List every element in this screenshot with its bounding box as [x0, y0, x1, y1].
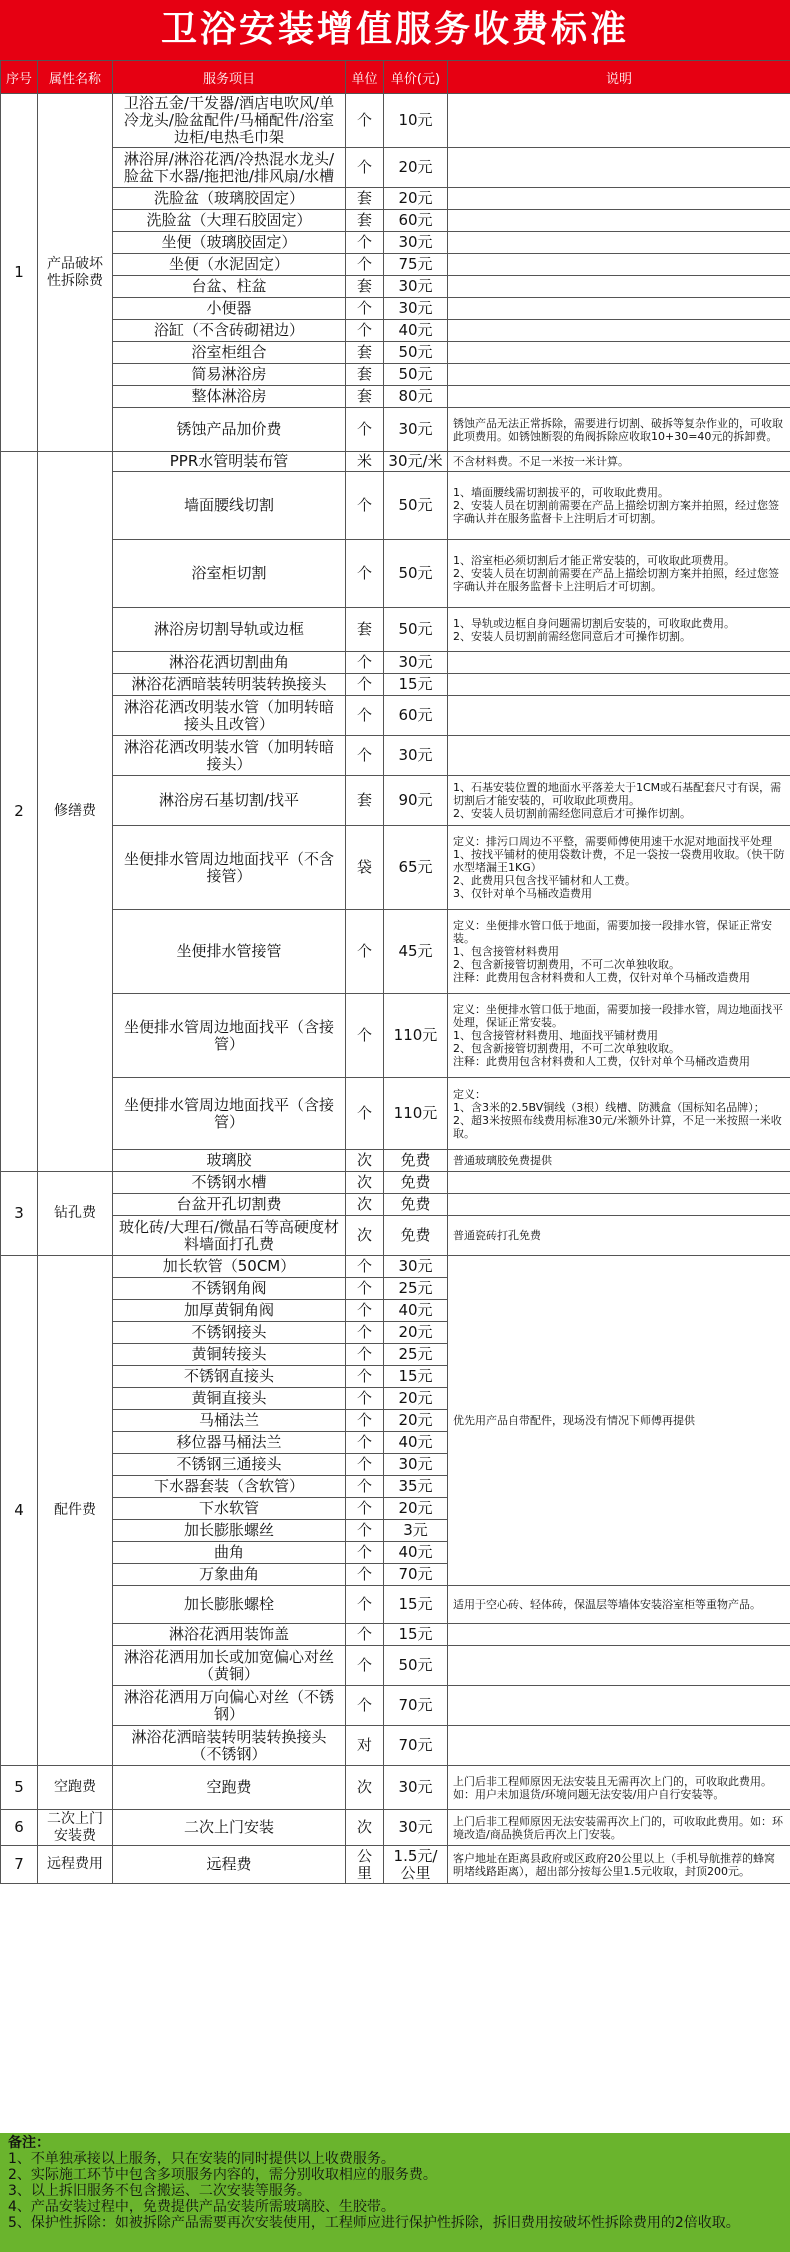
service-price: 60元 [384, 210, 448, 232]
service-unit: 个 [346, 674, 384, 696]
service-price: 免费 [384, 1194, 448, 1216]
service-unit: 个 [346, 696, 384, 736]
service-note [448, 276, 790, 298]
row-category: 空跑费 [38, 1766, 113, 1810]
service-item: 玻璃胶 [113, 1150, 346, 1172]
service-note: 不含材料费。不足一米按一米计算。 [448, 452, 790, 472]
service-unit: 次 [346, 1172, 384, 1194]
service-item: 卫浴五金/干发器/酒店电吹风/单冷龙头/脸盆配件/马桶配件/浴室边柜/电热毛巾架 [113, 94, 346, 148]
service-item: 台盆开孔切割费 [113, 1194, 346, 1216]
service-price: 35元 [384, 1476, 448, 1498]
table-row [1, 826, 790, 910]
service-price: 50元 [384, 342, 448, 364]
service-unit: 个 [346, 320, 384, 342]
service-note: 上门后非工程师原因无法安装且无需再次上门的，可收取此费用。如：用户未加退货/环境问题无法安装/用户自行安装等。 [448, 1766, 790, 1810]
table-body [1, 94, 790, 1884]
service-unit: 公里 [346, 1846, 384, 1884]
service-unit: 套 [346, 776, 384, 826]
service-price: 90元 [384, 776, 448, 826]
service-price: 30元/米 [384, 452, 448, 472]
service-price: 20元 [384, 148, 448, 188]
service-unit: 个 [346, 910, 384, 994]
service-price: 20元 [384, 1322, 448, 1344]
table-row [1, 94, 790, 148]
service-unit: 个 [346, 1564, 384, 1586]
table-row [1, 232, 790, 254]
service-item: 不锈钢水槽 [113, 1172, 346, 1194]
table-row [1, 276, 790, 298]
note-line: 4、产品安装过程中，免费提供产品安装所需玻璃胶、生胶带。 [8, 2199, 395, 2215]
service-price: 80元 [384, 386, 448, 408]
service-price: 1.5元/公里 [384, 1846, 448, 1884]
service-item: 整体淋浴房 [113, 386, 346, 408]
notes-title: 备注： [8, 2135, 50, 2151]
header-unit: 单位 [346, 61, 384, 94]
service-unit: 个 [346, 1388, 384, 1410]
table-row [1, 210, 790, 232]
table-row [1, 342, 790, 364]
service-unit: 次 [346, 1194, 384, 1216]
table-row [1, 1810, 790, 1846]
service-note: 1、浴室柜必须切割后才能正常安装的，可收取此项费用。 2、安装人员在切割前需要在产品上描绘切割方案并拍照，经过您签字确认并在服务监督卡上注明后才可切割。 [448, 540, 790, 608]
service-note: 优先用产品自带配件，现场没有情况下师傅再提供 [448, 1256, 790, 1586]
service-unit: 个 [346, 994, 384, 1078]
service-price: 25元 [384, 1278, 448, 1300]
service-item: 黄铜直接头 [113, 1388, 346, 1410]
service-price: 75元 [384, 254, 448, 276]
service-price: 70元 [384, 1686, 448, 1726]
service-unit: 个 [346, 1454, 384, 1476]
service-unit: 套 [346, 608, 384, 652]
service-unit: 套 [346, 364, 384, 386]
service-price: 50元 [384, 364, 448, 386]
service-unit: 个 [346, 1498, 384, 1520]
table-row [1, 1216, 790, 1256]
service-item: 黄铜转接头 [113, 1344, 346, 1366]
service-price: 65元 [384, 826, 448, 910]
service-price: 25元 [384, 1344, 448, 1366]
service-price: 3元 [384, 1520, 448, 1542]
service-item: 淋浴花洒用加长或加宽偏心对丝（黄铜） [113, 1646, 346, 1686]
service-item: 曲角 [113, 1542, 346, 1564]
row-seq: 4 [1, 1256, 38, 1766]
table-row [1, 910, 790, 994]
service-price: 70元 [384, 1564, 448, 1586]
service-note: 1、石基安装位置的地面水平落差大于1CM或石基配套尺寸有误，需切割后才能安装的，可收取此项费用。 2、安装人员切割前需经您同意后才可操作切割。 [448, 776, 790, 826]
service-note: 定义： 1、含3米的2.5BV铜线（3根）线槽、防溅盒（国标知名品牌）； 2、超3米按照布线费用标准30元/米额外计算，不足一米按照一米收取。 [448, 1078, 790, 1150]
service-note [448, 674, 790, 696]
service-note: 定义：排污口周边不平整，需要师傅使用速干水泥对地面找平处理 1、按找平铺材的使用袋数计费，不足一袋按一袋费用收取。（快干防水型堵漏王1KG） 2、此费用只包含找平铺材和人工费。 3、仅针对单个马桶改造费用 [448, 826, 790, 910]
table-row [1, 254, 790, 276]
service-price: 30元 [384, 298, 448, 320]
service-unit: 个 [346, 148, 384, 188]
service-price: 10元 [384, 94, 448, 148]
notes-footer [0, 2133, 790, 2252]
table-row [1, 386, 790, 408]
table-row [1, 652, 790, 674]
table-row [1, 364, 790, 386]
service-note: 适用于空心砖、轻体砖，保温层等墙体安装浴室柜等重物产品。 [448, 1586, 790, 1624]
service-note [448, 364, 790, 386]
table-row [1, 148, 790, 188]
service-unit: 套 [346, 210, 384, 232]
service-item: 加长膨胀螺栓 [113, 1586, 346, 1624]
service-unit: 个 [346, 1256, 384, 1278]
header-seq: 序号 [1, 61, 38, 94]
table-row [1, 608, 790, 652]
table-row [1, 1172, 790, 1194]
service-unit: 个 [346, 232, 384, 254]
service-unit: 个 [346, 736, 384, 776]
service-price: 40元 [384, 1542, 448, 1564]
service-price: 30元 [384, 736, 448, 776]
service-item: 玻化砖/大理石/微晶石等高硬度材料墙面打孔费 [113, 1216, 346, 1256]
header-note: 说明 [448, 61, 790, 94]
service-unit: 个 [346, 254, 384, 276]
service-item: 洗脸盆（大理石胶固定） [113, 210, 346, 232]
row-category: 钻孔费 [38, 1172, 113, 1256]
service-unit: 套 [346, 276, 384, 298]
service-item: PPR水管明装布管 [113, 452, 346, 472]
service-note [448, 736, 790, 776]
service-price: 30元 [384, 276, 448, 298]
service-price: 15元 [384, 1624, 448, 1646]
service-note: 定义：坐便排水管口低于地面，需要加接一段排水管，周边地面找平处理，保证正常安装。 1、包含接管材料费用、地面找平铺材费用 2、包含新接管切割费用，不可二次单独收取。 注释：此费用包含材料费和人工费，仅针对单个马桶改造费用 [448, 994, 790, 1078]
note-line: 3、以上拆旧服务不包含搬运、二次安装等服务。 [8, 2183, 311, 2199]
service-price: 50元 [384, 1646, 448, 1686]
service-note [448, 1646, 790, 1686]
service-price: 免费 [384, 1172, 448, 1194]
service-note [448, 342, 790, 364]
table-row [1, 298, 790, 320]
note-line: 1、不单独承接以上服务，只在安装的同时提供以上收费服务。 [8, 2151, 395, 2167]
table-row [1, 674, 790, 696]
row-category: 产品破坏性拆除费 [38, 94, 113, 452]
service-price: 40元 [384, 320, 448, 342]
service-unit: 个 [346, 408, 384, 452]
service-price: 30元 [384, 1766, 448, 1810]
service-item: 墙面腰线切割 [113, 472, 346, 540]
service-item: 马桶法兰 [113, 1410, 346, 1432]
service-item: 坐便排水管接管 [113, 910, 346, 994]
table-row [1, 1194, 790, 1216]
service-note: 普通玻璃胶免费提供 [448, 1150, 790, 1172]
row-category: 配件费 [38, 1256, 113, 1766]
table-row [1, 1766, 790, 1810]
service-note: 定义：坐便排水管口低于地面，需要加接一段排水管，保证正常安装。 1、包含接管材料费用 2、包含新接管切割费用，不可二次单独收取。 注释：此费用包含材料费和人工费，仅针对单个马桶改造费用 [448, 910, 790, 994]
table-row [1, 1078, 790, 1150]
service-unit: 个 [346, 1646, 384, 1686]
service-price: 30元 [384, 652, 448, 674]
service-item: 浴缸（不含砖砌裙边） [113, 320, 346, 342]
row-seq: 2 [1, 452, 38, 1172]
note-line: 5、保护性拆除：如被拆除产品需要再次安装使用，工程师应进行保护性拆除，拆旧费用按破坏性拆除费用的2倍收取。 [8, 2215, 740, 2231]
row-seq: 3 [1, 1172, 38, 1256]
service-item: 淋浴花洒暗装转明装转换接头（不锈钢） [113, 1726, 346, 1766]
service-unit: 个 [346, 94, 384, 148]
service-item: 加长软管（50CM） [113, 1256, 346, 1278]
service-unit: 个 [346, 652, 384, 674]
header-price: 单价(元) [384, 61, 448, 94]
service-note [448, 1624, 790, 1646]
service-price: 30元 [384, 1810, 448, 1846]
service-note [448, 1194, 790, 1216]
service-unit: 次 [346, 1150, 384, 1172]
table-row [1, 408, 790, 452]
service-note: 普通瓷砖打孔免费 [448, 1216, 790, 1256]
service-price: 免费 [384, 1216, 448, 1256]
service-price: 20元 [384, 1410, 448, 1432]
service-price: 15元 [384, 1366, 448, 1388]
service-item: 淋浴花洒用万向偏心对丝（不锈钢） [113, 1686, 346, 1726]
row-seq: 6 [1, 1810, 38, 1846]
service-unit: 袋 [346, 826, 384, 910]
service-item: 台盆、柱盆 [113, 276, 346, 298]
service-unit: 次 [346, 1216, 384, 1256]
service-unit: 个 [346, 1366, 384, 1388]
service-item: 万象曲角 [113, 1564, 346, 1586]
service-unit: 个 [346, 1278, 384, 1300]
service-item: 加长膨胀螺丝 [113, 1520, 346, 1542]
service-note: 锈蚀产品无法正常拆除，需要进行切割、破拆等复杂作业的，可收取此项费用。如锈蚀断裂的角阀拆除应收取10+30=40元的拆卸费。 [448, 408, 790, 452]
header-item: 服务项目 [113, 61, 346, 94]
service-item: 浴室柜切割 [113, 540, 346, 608]
service-unit: 个 [346, 1520, 384, 1542]
service-item: 二次上门安装 [113, 1810, 346, 1846]
service-item: 简易淋浴房 [113, 364, 346, 386]
service-price: 免费 [384, 1150, 448, 1172]
service-unit: 个 [346, 1586, 384, 1624]
service-price: 20元 [384, 1498, 448, 1520]
service-item: 洗脸盆（玻璃胶固定） [113, 188, 346, 210]
service-note [448, 254, 790, 276]
fee-table [0, 60, 790, 1884]
row-seq: 7 [1, 1846, 38, 1884]
service-item: 小便器 [113, 298, 346, 320]
service-price: 20元 [384, 1388, 448, 1410]
service-unit: 个 [346, 1300, 384, 1322]
row-category: 修缮费 [38, 452, 113, 1172]
service-item: 淋浴房石基切割/找平 [113, 776, 346, 826]
header-category: 属性名称 [38, 61, 113, 94]
service-note: 客户地址在距离县政府或区政府20公里以上（手机导航推荐的蜂窝明堵线路距离），超出部分按每公里1.5元收取，封顶200元。 [448, 1846, 790, 1884]
table-row [1, 776, 790, 826]
service-note: 1、墙面腰线需切割拔平的，可收取此费用。 2、安装人员在切割前需要在产品上描绘切割方案并拍照，经过您签字确认并在服务监督卡上注明后才可切割。 [448, 472, 790, 540]
table-row [1, 1726, 790, 1766]
service-price: 40元 [384, 1300, 448, 1322]
row-category: 远程费用 [38, 1846, 113, 1884]
service-item: 下水软管 [113, 1498, 346, 1520]
page-title: 卫浴安装增值服务收费标准 [0, 0, 790, 60]
table-row [1, 540, 790, 608]
service-price: 30元 [384, 1256, 448, 1278]
row-seq: 5 [1, 1766, 38, 1810]
service-price: 50元 [384, 472, 448, 540]
service-item: 加厚黄铜角阀 [113, 1300, 346, 1322]
service-price: 110元 [384, 1078, 448, 1150]
table-row [1, 994, 790, 1078]
service-note [448, 1686, 790, 1726]
service-unit: 个 [346, 472, 384, 540]
service-item: 淋浴花洒改明装水管（加明转暗接头） [113, 736, 346, 776]
service-unit: 个 [346, 1344, 384, 1366]
service-note [448, 696, 790, 736]
service-item: 不锈钢接头 [113, 1322, 346, 1344]
service-unit: 套 [346, 342, 384, 364]
service-item: 下水器套装（含软管） [113, 1476, 346, 1498]
note-line: 2、实际施工环节中包含多项服务内容的，需分别收取相应的服务费。 [8, 2167, 437, 2183]
service-item: 淋浴花洒改明装水管（加明转暗接头且改管） [113, 696, 346, 736]
service-item: 浴室柜组合 [113, 342, 346, 364]
service-unit: 套 [346, 188, 384, 210]
service-price: 50元 [384, 540, 448, 608]
service-item: 远程费 [113, 1846, 346, 1884]
table-row [1, 320, 790, 342]
service-price: 45元 [384, 910, 448, 994]
service-unit: 个 [346, 298, 384, 320]
service-note [448, 386, 790, 408]
service-unit: 个 [346, 540, 384, 608]
service-unit: 个 [346, 1432, 384, 1454]
service-unit: 个 [346, 1686, 384, 1726]
table-row [1, 472, 790, 540]
service-price: 15元 [384, 674, 448, 696]
row-category: 二次上门安装费 [38, 1810, 113, 1846]
service-item: 不锈钢三通接头 [113, 1454, 346, 1476]
service-item: 坐便排水管周边地面找平（含接管） [113, 1078, 346, 1150]
service-unit: 个 [346, 1624, 384, 1646]
service-unit: 个 [346, 1322, 384, 1344]
service-item: 空跑费 [113, 1766, 346, 1810]
service-item: 淋浴花洒用装饰盖 [113, 1624, 346, 1646]
service-note [448, 232, 790, 254]
service-price: 30元 [384, 1454, 448, 1476]
service-unit: 次 [346, 1810, 384, 1846]
table-row [1, 1646, 790, 1686]
table-row [1, 1150, 790, 1172]
service-unit: 套 [346, 386, 384, 408]
service-unit: 个 [346, 1078, 384, 1150]
table-row [1, 1586, 790, 1624]
service-price: 60元 [384, 696, 448, 736]
service-price: 20元 [384, 188, 448, 210]
service-price: 40元 [384, 1432, 448, 1454]
service-price: 70元 [384, 1726, 448, 1766]
service-item: 淋浴花洒暗装转明装转换接头 [113, 674, 346, 696]
service-item: 淋浴屏/淋浴花洒/冷热混水龙头/脸盆下水器/拖把池/排风扇/水槽 [113, 148, 346, 188]
table-header-row [1, 61, 790, 94]
service-price: 50元 [384, 608, 448, 652]
service-note [448, 298, 790, 320]
service-price: 110元 [384, 994, 448, 1078]
service-unit: 个 [346, 1542, 384, 1564]
table-row [1, 736, 790, 776]
service-item: 坐便（玻璃胶固定） [113, 232, 346, 254]
service-note [448, 94, 790, 148]
service-note [448, 1172, 790, 1194]
service-unit: 个 [346, 1476, 384, 1498]
service-note [448, 1726, 790, 1766]
service-item: 不锈钢角阀 [113, 1278, 346, 1300]
service-unit: 对 [346, 1726, 384, 1766]
service-item: 坐便（水泥固定） [113, 254, 346, 276]
service-price: 15元 [384, 1586, 448, 1624]
service-note [448, 652, 790, 674]
service-item: 锈蚀产品加价费 [113, 408, 346, 452]
row-seq: 1 [1, 94, 38, 452]
table-row [1, 188, 790, 210]
table-row [1, 696, 790, 736]
service-note [448, 188, 790, 210]
service-item: 移位器马桶法兰 [113, 1432, 346, 1454]
service-item: 淋浴房切割导轨或边框 [113, 608, 346, 652]
service-item: 不锈钢直接头 [113, 1366, 346, 1388]
service-note [448, 210, 790, 232]
service-note: 上门后非工程师原因无法安装需再次上门的，可收取此费用。如：环境改造/商品换货后再次上门安装。 [448, 1810, 790, 1846]
table-row [1, 1256, 790, 1278]
service-unit: 米 [346, 452, 384, 472]
service-note [448, 320, 790, 342]
service-unit: 次 [346, 1766, 384, 1810]
table-row [1, 452, 790, 472]
service-note [448, 148, 790, 188]
service-item: 坐便排水管周边地面找平（不含接管） [113, 826, 346, 910]
service-item: 坐便排水管周边地面找平（含接管） [113, 994, 346, 1078]
service-item: 淋浴花洒切割曲角 [113, 652, 346, 674]
table-row [1, 1846, 790, 1884]
service-price: 30元 [384, 232, 448, 254]
table-row [1, 1686, 790, 1726]
service-price: 30元 [384, 408, 448, 452]
service-unit: 个 [346, 1410, 384, 1432]
service-note: 1、导轨或边框自身问题需切割后安装的，可收取此费用。 2、安装人员切割前需经您同意后才可操作切割。 [448, 608, 790, 652]
table-row [1, 1624, 790, 1646]
